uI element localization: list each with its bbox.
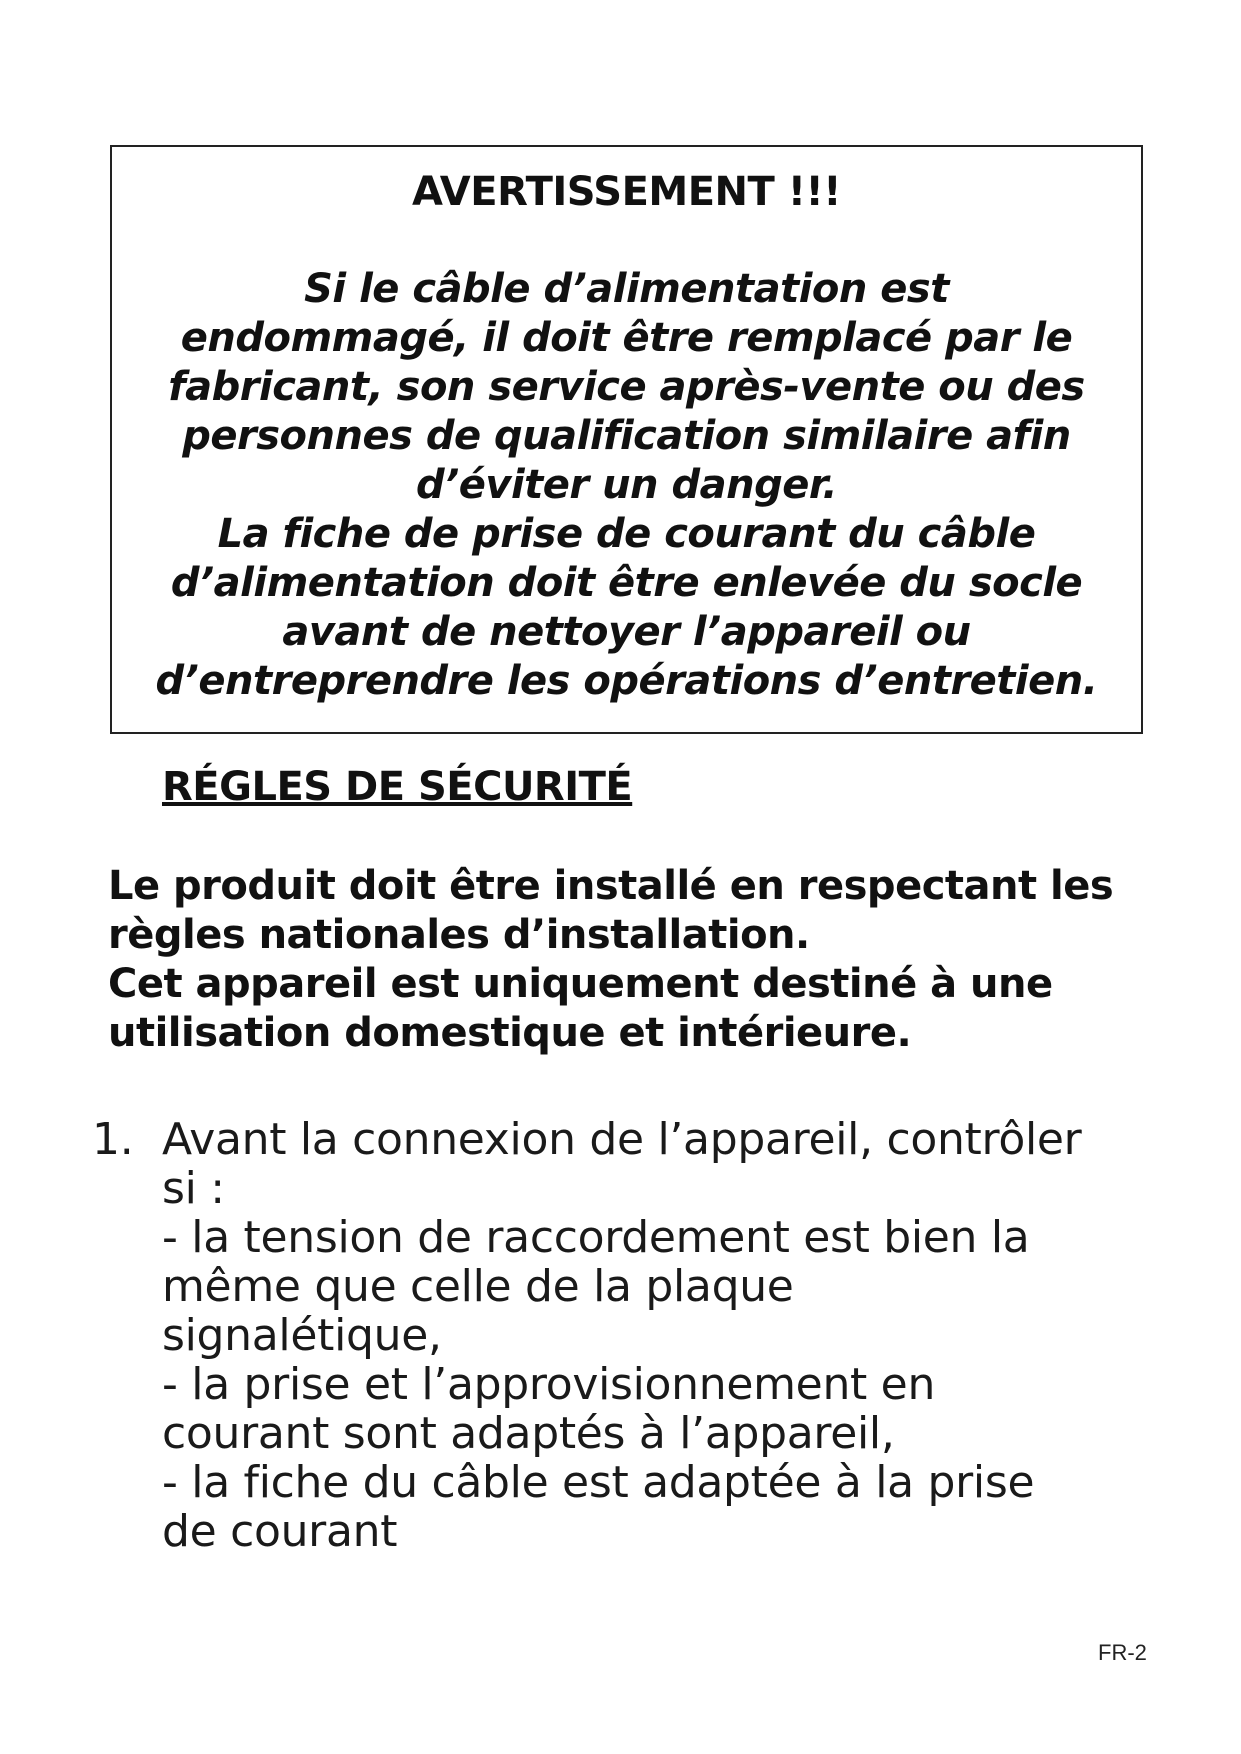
page-number: FR-2 xyxy=(1098,1640,1147,1665)
intro-line: Le produit doit être installé en respectant les xyxy=(108,863,1114,909)
safety-intro xyxy=(108,862,1158,1058)
rule-line: même que celle de la plaque xyxy=(162,1261,794,1312)
warning-title: AVERTISSEMENT !!! xyxy=(412,169,841,215)
warning-line: fabricant, son service après-vente ou des xyxy=(168,364,1085,410)
warning-text xyxy=(132,265,1121,706)
intro-line: utilisation domestique et intérieure. xyxy=(108,1010,912,1056)
rule-line: - la tension de raccordement est bien la xyxy=(162,1212,1030,1263)
warning-line: d’éviter un danger. xyxy=(415,462,838,508)
intro-line: Cet appareil est uniquement destiné à une xyxy=(108,961,1053,1007)
warning-line: d’alimentation doit être enlevée du socle xyxy=(170,560,1083,606)
warning-line: personnes de qualification similaire afin xyxy=(182,413,1071,459)
rule-line: si : xyxy=(162,1163,225,1214)
rule-line: de courant xyxy=(162,1506,398,1557)
rule-line: signalétique, xyxy=(162,1310,442,1361)
warning-line: endommagé, il doit être remplacé par le xyxy=(180,315,1073,361)
rule-line: - la prise et l’approvisionnement en xyxy=(162,1359,936,1410)
warning-line: Si le câble d’alimentation est xyxy=(304,266,949,312)
rule-line: Avant la connexion de l’appareil, contrôler xyxy=(162,1114,1082,1165)
intro-line: règles nationales d’installation. xyxy=(108,912,810,958)
warning-box xyxy=(110,145,1143,734)
warning-line: La fiche de prise de courant du câble xyxy=(217,511,1036,557)
rule-number: 1. xyxy=(92,1114,134,1165)
rule-text xyxy=(162,1115,1081,1556)
rule-line: - la fiche du câble est adaptée à la prise xyxy=(162,1457,1035,1508)
section-title: RÉGLES DE SÉCURITÉ xyxy=(162,764,633,810)
warning-line: d’entreprendre les opérations d’entretien. xyxy=(155,658,1098,704)
warning-line: avant de nettoyer l’appareil ou xyxy=(282,609,971,655)
rule-line: courant sont adaptés à l’appareil, xyxy=(162,1408,895,1459)
